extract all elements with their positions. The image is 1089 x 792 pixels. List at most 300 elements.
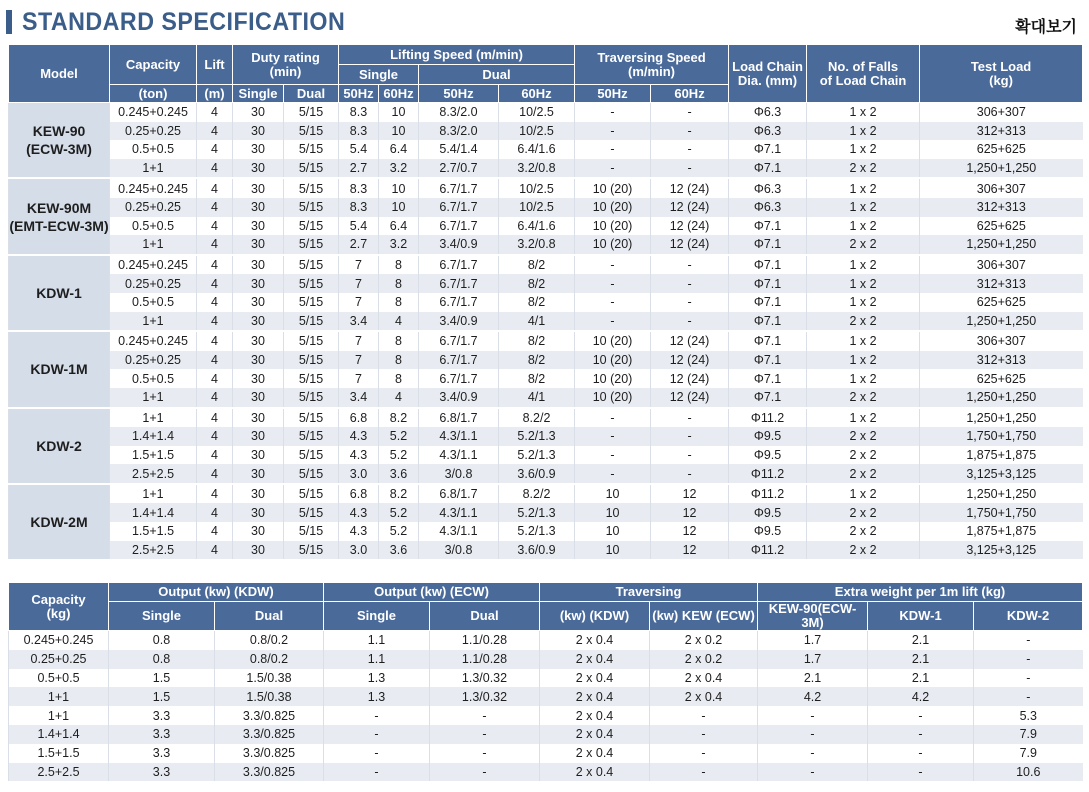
table-row — [9, 178, 1083, 198]
model-cell — [9, 484, 110, 560]
header-duty-single: Single — [233, 85, 284, 103]
table-cell: - — [575, 464, 651, 484]
table-cell: 1.3 — [324, 669, 430, 688]
model-cell — [9, 255, 110, 331]
table-cell: Φ6.3 — [729, 178, 807, 198]
table-cell: 2 x 2 — [807, 388, 920, 408]
table-cell: - — [575, 103, 651, 122]
table-cell: 5/15 — [284, 408, 339, 428]
table-cell: 30 — [233, 178, 284, 198]
table-cell: 6.4/1.6 — [499, 217, 575, 236]
table-cell: 5/15 — [284, 159, 339, 179]
table-cell: 4 — [197, 159, 233, 179]
table-cell: 8 — [379, 331, 419, 351]
table-cell: 30 — [233, 235, 284, 255]
table-cell: 5/15 — [284, 178, 339, 198]
table-cell: 3.4/0.9 — [419, 388, 499, 408]
model-name: KDW-1 — [36, 284, 82, 301]
table-cell: 30 — [233, 388, 284, 408]
table-cell: 1+1 — [110, 159, 197, 179]
table-cell: 5.4/1.4 — [419, 140, 499, 159]
table-row — [9, 408, 1083, 428]
table-cell: 5/15 — [284, 103, 339, 122]
header-duty-rating: Duty rating (min) — [233, 45, 339, 85]
table-cell: 0.25+0.25 — [110, 351, 197, 370]
table-cell: 12 (24) — [651, 331, 729, 351]
model-cell — [9, 408, 110, 484]
table-cell: 1,250+1,250 — [920, 312, 1083, 332]
table-cell: 2 x 0.2 — [650, 631, 758, 650]
table-cell: 0.245+0.245 — [9, 631, 109, 650]
table-cell: 0.245+0.245 — [110, 178, 197, 198]
table-row — [9, 388, 1083, 408]
table-cell: 30 — [233, 140, 284, 159]
table-cell: 4 — [197, 464, 233, 484]
table-cell: 4.3 — [339, 446, 379, 465]
table-cell: Φ9.5 — [729, 427, 807, 446]
table-cell: 4.3/1.1 — [419, 427, 499, 446]
table-cell: 2 x 2 — [807, 464, 920, 484]
out-header-ew-kew90: KEW-90(ECW-3M) — [758, 602, 868, 631]
table-cell: 8/2 — [499, 255, 575, 275]
table-cell: 30 — [233, 331, 284, 351]
table-cell: - — [575, 408, 651, 428]
table-cell: Φ9.5 — [729, 522, 807, 541]
table-cell: - — [324, 725, 430, 744]
table-cell: 1,250+1,250 — [920, 388, 1083, 408]
table-cell: 10 (20) — [575, 235, 651, 255]
table-cell: 1+1 — [110, 388, 197, 408]
table-cell: - — [974, 650, 1083, 669]
table-cell: 7 — [339, 255, 379, 275]
table-cell: 30 — [233, 484, 284, 504]
table-row — [9, 217, 1083, 236]
table-cell: 0.245+0.245 — [110, 331, 197, 351]
table-cell: 5/15 — [284, 522, 339, 541]
table-cell: - — [868, 725, 974, 744]
table-cell: 3,125+3,125 — [920, 541, 1083, 561]
table-cell: 4.3 — [339, 522, 379, 541]
table-cell: - — [650, 744, 758, 763]
table-cell: 6.4 — [379, 217, 419, 236]
table-cell: 4 — [197, 217, 233, 236]
out-header-traversing: Traversing — [540, 583, 758, 602]
table-cell: 312+313 — [920, 274, 1083, 293]
table-cell: 3.3/0.825 — [215, 725, 324, 744]
table-cell: 8/2 — [499, 293, 575, 312]
table-cell: 8.2 — [379, 484, 419, 504]
table-cell: 5.2 — [379, 503, 419, 522]
table-row — [9, 369, 1083, 388]
table-cell: 8.3 — [339, 103, 379, 122]
table-cell: - — [575, 293, 651, 312]
table-cell: 3.3/0.825 — [215, 763, 324, 782]
table-cell: 0.5+0.5 — [110, 369, 197, 388]
table-cell: 30 — [233, 255, 284, 275]
table-cell: 6.7/1.7 — [419, 178, 499, 198]
table-cell: 12 (24) — [651, 388, 729, 408]
table-cell: 1 x 2 — [807, 408, 920, 428]
table-cell: 1+1 — [110, 312, 197, 332]
table-cell: 5.4 — [339, 140, 379, 159]
table-cell: 1.5+1.5 — [110, 522, 197, 541]
table-cell: 2 x 0.4 — [540, 650, 650, 669]
table-cell: 5/15 — [284, 274, 339, 293]
table-cell: 4/1 — [499, 312, 575, 332]
table-cell: 1,250+1,250 — [920, 408, 1083, 428]
table-cell: 4 — [197, 369, 233, 388]
table-cell: 12 (24) — [651, 217, 729, 236]
table-cell: 1 x 2 — [807, 255, 920, 275]
table-cell: 2 x 0.4 — [650, 687, 758, 706]
table-row — [9, 522, 1083, 541]
table-cell: 1.3/0.32 — [430, 669, 540, 688]
table-cell: 0.245+0.245 — [110, 255, 197, 275]
table-cell: 6.7/1.7 — [419, 369, 499, 388]
table-cell: Φ7.1 — [729, 369, 807, 388]
table-cell: 4 — [197, 255, 233, 275]
table-cell: 5.2/1.3 — [499, 446, 575, 465]
table-cell: 30 — [233, 103, 284, 122]
table-cell: 1 x 2 — [807, 484, 920, 504]
table-cell: 12 (24) — [651, 351, 729, 370]
header-trav-50hz: 50Hz — [575, 85, 651, 103]
table-cell: 1 x 2 — [807, 331, 920, 351]
out-header-trav-kdw: (kw) (KDW) — [540, 602, 650, 631]
table-cell: 6.4/1.6 — [499, 140, 575, 159]
out-header-ew-kdw1: KDW-1 — [868, 602, 974, 631]
table-row — [9, 541, 1083, 561]
table-cell: 10 — [575, 522, 651, 541]
table-cell: - — [575, 255, 651, 275]
table-row — [9, 103, 1083, 122]
table-cell: 0.25+0.25 — [110, 122, 197, 141]
table-cell: 1 x 2 — [807, 217, 920, 236]
table-cell: Φ7.1 — [729, 217, 807, 236]
page-header — [6, 6, 370, 38]
table-cell: - — [651, 312, 729, 332]
out-header-capacity: Capacity (kg) — [9, 583, 109, 631]
table-cell: 10 (20) — [575, 331, 651, 351]
table-cell: 0.8 — [109, 631, 215, 650]
table-cell: 1,250+1,250 — [920, 235, 1083, 255]
table-cell: 10/2.5 — [499, 198, 575, 217]
table-row — [9, 331, 1083, 351]
table-cell: - — [651, 427, 729, 446]
table-cell: 4.3/1.1 — [419, 446, 499, 465]
table-row — [9, 763, 1083, 782]
table-cell: 1.1/0.28 — [430, 631, 540, 650]
table-cell: 4 — [379, 312, 419, 332]
table-cell: 8.3/2.0 — [419, 103, 499, 122]
table-cell: - — [575, 140, 651, 159]
table-cell: Φ7.1 — [729, 159, 807, 179]
table-cell: - — [651, 140, 729, 159]
table-cell: 8 — [379, 369, 419, 388]
table-cell: 8.3 — [339, 198, 379, 217]
table-cell: 30 — [233, 274, 284, 293]
table-cell: 5/15 — [284, 464, 339, 484]
table-cell: Φ7.1 — [729, 140, 807, 159]
table-cell: 30 — [233, 369, 284, 388]
table-cell: 1+1 — [110, 484, 197, 504]
table-cell: 1 x 2 — [807, 369, 920, 388]
table-cell: 1+1 — [110, 235, 197, 255]
table-cell: 1 x 2 — [807, 103, 920, 122]
table-cell: Φ11.2 — [729, 408, 807, 428]
table-cell: 4.3/1.1 — [419, 522, 499, 541]
table-cell: 3.2 — [379, 235, 419, 255]
table-cell: 1,875+1,875 — [920, 446, 1083, 465]
table-cell: - — [651, 159, 729, 179]
table-cell: 10 — [379, 122, 419, 141]
table-cell: 2.1 — [868, 631, 974, 650]
table-row — [9, 631, 1083, 650]
table-cell: Φ9.5 — [729, 446, 807, 465]
table-cell: - — [651, 255, 729, 275]
table-cell: - — [651, 293, 729, 312]
table-cell: 7 — [339, 293, 379, 312]
table-cell: 5/15 — [284, 446, 339, 465]
table-cell: 3.2 — [379, 159, 419, 179]
table-cell: 625+625 — [920, 293, 1083, 312]
table-cell: 306+307 — [920, 103, 1083, 122]
table-cell: 6.7/1.7 — [419, 274, 499, 293]
table-cell: 2 x 2 — [807, 541, 920, 561]
table-cell: 10 (20) — [575, 388, 651, 408]
table-cell: - — [650, 706, 758, 725]
header-lifting-single: Single — [339, 65, 419, 85]
header-lifting-speed: Lifting Speed (m/min) — [339, 45, 575, 65]
table-cell: 5.2 — [379, 446, 419, 465]
table-cell: - — [324, 744, 430, 763]
table-row — [9, 725, 1083, 744]
table-cell: 1+1 — [9, 706, 109, 725]
table-cell: 1.3 — [324, 687, 430, 706]
table-cell: 3.3/0.825 — [215, 744, 324, 763]
header-lift-single-60hz: 60Hz — [379, 85, 419, 103]
model-name: KEW-90M — [26, 199, 92, 216]
table-cell: 3.4 — [339, 388, 379, 408]
table-cell: 3.3 — [109, 763, 215, 782]
table-cell: Φ7.1 — [729, 274, 807, 293]
out-header-ew-kdw2: KDW-2 — [974, 602, 1083, 631]
table-cell: 5/15 — [284, 541, 339, 561]
table-cell: 6.8 — [339, 484, 379, 504]
table-cell: 8.2 — [379, 408, 419, 428]
table-cell: - — [651, 464, 729, 484]
table-cell: Φ9.5 — [729, 503, 807, 522]
table-cell: Φ7.1 — [729, 235, 807, 255]
table-cell: 5/15 — [284, 351, 339, 370]
table-cell: 12 — [651, 484, 729, 504]
table-cell: 10 — [575, 541, 651, 561]
table-cell: 12 (24) — [651, 198, 729, 217]
table-cell: 0.5+0.5 — [110, 140, 197, 159]
table-cell: 10 (20) — [575, 351, 651, 370]
table-cell: 5/15 — [284, 331, 339, 351]
table-cell: 2 x 2 — [807, 235, 920, 255]
table-cell: Φ7.1 — [729, 312, 807, 332]
table-cell: 312+313 — [920, 351, 1083, 370]
header-lifting-dual: Dual — [419, 65, 575, 85]
table-row — [9, 706, 1083, 725]
table-row — [9, 503, 1083, 522]
out-header-kdw-single: Single — [109, 602, 215, 631]
table-cell: 6.8/1.7 — [419, 408, 499, 428]
table-row — [9, 140, 1083, 159]
table-cell: 7 — [339, 351, 379, 370]
table-cell: 3.4 — [339, 312, 379, 332]
table-cell: 1.4+1.4 — [110, 427, 197, 446]
table-cell: 6.8/1.7 — [419, 484, 499, 504]
table-cell: 4 — [197, 331, 233, 351]
table-cell: 312+313 — [920, 198, 1083, 217]
model-name: KDW-2M — [30, 514, 88, 531]
table-cell: 306+307 — [920, 331, 1083, 351]
table-cell: 5/15 — [284, 388, 339, 408]
table-cell: 2 x 0.4 — [540, 706, 650, 725]
table-cell: 5.2/1.3 — [499, 427, 575, 446]
table-cell: 0.245+0.245 — [110, 103, 197, 122]
table-cell: 8.2/2 — [499, 408, 575, 428]
table-cell: 1,750+1,750 — [920, 427, 1083, 446]
table-cell: - — [575, 312, 651, 332]
table-cell: 4 — [197, 427, 233, 446]
table-cell: 0.25+0.25 — [9, 650, 109, 669]
header-lift-unit: (m) — [197, 85, 233, 103]
out-header-extra-weight: Extra weight per 1m lift (kg) — [758, 583, 1083, 602]
table-cell: 2 x 0.4 — [540, 725, 650, 744]
table-cell: 1.7 — [758, 631, 868, 650]
table-cell: 5/15 — [284, 427, 339, 446]
table-cell: 1+1 — [110, 408, 197, 428]
table-row — [9, 255, 1083, 275]
table-row — [9, 687, 1083, 706]
table-cell: 6.7/1.7 — [419, 217, 499, 236]
table-cell: 1,250+1,250 — [920, 484, 1083, 504]
model-name: KDW-2 — [36, 437, 82, 454]
table-cell: 6.7/1.7 — [419, 198, 499, 217]
table-cell: 2 x 2 — [807, 427, 920, 446]
table-cell: 4.2 — [868, 687, 974, 706]
table-cell: 1,750+1,750 — [920, 503, 1083, 522]
header-capacity: Capacity — [110, 45, 197, 85]
table-cell: 4 — [197, 122, 233, 141]
table-cell: 4 — [197, 198, 233, 217]
table-cell: 4.3 — [339, 503, 379, 522]
table-cell: 2.7 — [339, 159, 379, 179]
table-cell: 10 (20) — [575, 198, 651, 217]
table-cell: - — [324, 706, 430, 725]
header-model: Model — [9, 45, 110, 103]
table-cell: - — [974, 631, 1083, 650]
table-cell: 2 x 2 — [807, 522, 920, 541]
table-cell: 7 — [339, 331, 379, 351]
table-cell: 5/15 — [284, 369, 339, 388]
zoom-view-link[interactable]: 확대보기 — [1015, 17, 1077, 36]
table-cell: 12 — [651, 522, 729, 541]
table-cell: 2.1 — [758, 669, 868, 688]
table-cell: 10 — [575, 503, 651, 522]
table-cell: 5/15 — [284, 198, 339, 217]
table-cell: 5/15 — [284, 484, 339, 504]
table-cell: - — [575, 446, 651, 465]
out-header-output-ecw: Output (kw) (ECW) — [324, 583, 540, 602]
table-cell: 6.7/1.7 — [419, 293, 499, 312]
table-cell: 3.0 — [339, 541, 379, 561]
table-cell: 4 — [197, 140, 233, 159]
out-header-trav-kew: (kw) KEW (ECW) — [650, 602, 758, 631]
table-cell: 1 x 2 — [807, 293, 920, 312]
table-cell: 8 — [379, 274, 419, 293]
table-cell: 2 x 0.4 — [540, 687, 650, 706]
model-cell — [9, 103, 110, 179]
model-name: KEW-90 — [32, 123, 86, 140]
table-cell: Φ7.1 — [729, 351, 807, 370]
table-cell: 3.3 — [109, 725, 215, 744]
table-cell: 30 — [233, 198, 284, 217]
table-cell: 1 x 2 — [807, 178, 920, 198]
table-cell: 4 — [197, 522, 233, 541]
table-cell: 6.7/1.7 — [419, 331, 499, 351]
table-cell: 2.7 — [339, 235, 379, 255]
table-cell: 1,250+1,250 — [920, 159, 1083, 179]
table-cell: 2.5+2.5 — [9, 763, 109, 782]
table-cell: 0.5+0.5 — [110, 217, 197, 236]
table-cell: 30 — [233, 408, 284, 428]
table-cell: 4 — [197, 312, 233, 332]
model-cell — [9, 331, 110, 407]
table-cell: 12 — [651, 503, 729, 522]
table-cell: 1 x 2 — [807, 140, 920, 159]
table-cell: 1.5+1.5 — [9, 744, 109, 763]
table-cell: 625+625 — [920, 217, 1083, 236]
table-cell: 5/15 — [284, 217, 339, 236]
table-cell: Φ11.2 — [729, 484, 807, 504]
table-cell: - — [650, 725, 758, 744]
table-cell: 2.1 — [868, 650, 974, 669]
table-cell: - — [758, 744, 868, 763]
table-cell: 2 x 0.4 — [540, 744, 650, 763]
table-cell: 5.2/1.3 — [499, 522, 575, 541]
table-cell: 5.4 — [339, 217, 379, 236]
table-cell: 5.3 — [974, 706, 1083, 725]
table-cell: 2 x 0.4 — [540, 763, 650, 782]
table-cell: 5/15 — [284, 503, 339, 522]
table-cell: Φ7.1 — [729, 331, 807, 351]
header-lift-dual-60hz: 60Hz — [499, 85, 575, 103]
table-cell: 5.2 — [379, 427, 419, 446]
model-name: KDW-1M — [30, 361, 88, 378]
table-cell: 8.3 — [339, 122, 379, 141]
table-cell: 2 x 0.2 — [650, 650, 758, 669]
table-cell: 312+313 — [920, 122, 1083, 141]
table-cell: 30 — [233, 541, 284, 561]
table-cell: 10/2.5 — [499, 122, 575, 141]
table-cell: 5.2/1.3 — [499, 503, 575, 522]
table-cell: 1.1 — [324, 631, 430, 650]
table-cell: 7.9 — [974, 744, 1083, 763]
header-lift: Lift — [197, 45, 233, 85]
table-cell: 0.8/0.2 — [215, 650, 324, 669]
table-cell: 2.7/0.7 — [419, 159, 499, 179]
table-cell: Φ6.3 — [729, 122, 807, 141]
table-cell: - — [575, 122, 651, 141]
table-cell: 8.3/2.0 — [419, 122, 499, 141]
table-cell: 10 (20) — [575, 178, 651, 198]
table-cell: 4 — [197, 235, 233, 255]
